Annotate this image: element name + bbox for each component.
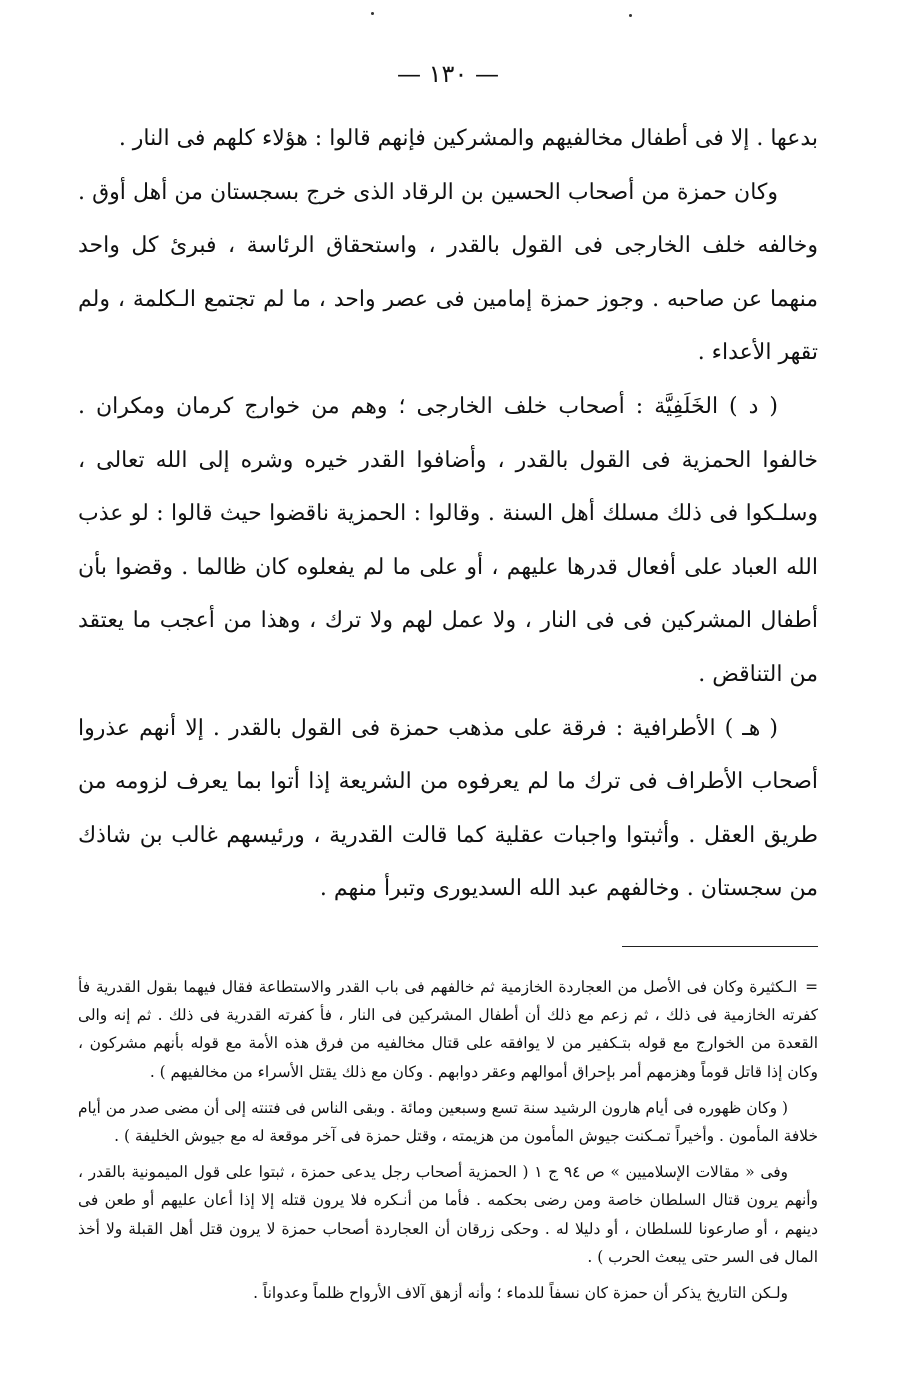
page-number: — ١٣٠ —	[397, 60, 499, 88]
continuation-marker: =	[805, 977, 818, 996]
footnote-text: الـكثيرة وكان فى الأصل من العجاردة الخازمية ثم خالفهم فى باب القدر والاستطاعة فقال فيهما بقول القدرية فأ كفرته الخازمية فى ذلك ، ثم زعم مع ذلك أن أطفال المشركين فى النار ، فأ كفرته القدرية فى ذلك . ثم إنه والى القعدة من الخوارج مع قوله بتـكفير من لا يوافقه على قتال مخالفيه من فرق هذه الأمة مع قوله بأنهم مشركون ، وكان إذا قاتل قوماً وهزمهم أمر بإحراق أموالهم وعقر دوابهم . وكان مع ذلك يقتل الأسراء من مخالفيهم ) .	[78, 977, 818, 1081]
page-mark-dot	[371, 12, 374, 15]
footnote: وفى « مقالات الإسلاميين » ص ٩٤ ج ١ ( الحمزية أصحاب رجل يدعى حمزة ، ثبتوا على قول الميمونية بالقدر ، وأنهم يرون قتال السلطان خاصة ومن رضى بحكمه . فأما من أنـكره فلا يرون قتله إلا إذا أعان عليهم أو طعن فى دينهم ، أو صارعونا للسلطان ، أو دليلا له . وحكى زرقان أن العجاردة أصحاب حمزة لا يرون قتل أهل القبلة ولا أخذ المال فى السر حتى يبعث الحرب ) .	[78, 1163, 818, 1266]
paragraph: ( د ) الخَلَفِيَّة : أصحاب خلف الخارجى ؛ وهم من خوارج كرمان ومكران . خالفوا الحمزية فى القول بالقدر ، وأضافوا القدر خيره وشره إلى الله تعالى ، وسلـكوا فى ذلك مسلك أهل السنة . وقالوا : الحمزية ناقضوا حيث قالوا : لو عذب الله العباد على أفعال قدرها عليهم ، أو على ما لم يفعلوه كان ظالما . وقضوا بأن أطفال المشركين فى فى النار ، ولا عمل لهم ولا ترك ، وهذا من أعجب ما يعتقد من التناقض .	[78, 393, 818, 687]
footnote: ( وكان ظهوره فى أيام هارون الرشيد سنة تسع وسبعين ومائة . وبقى الناس فى فتنته إلى أن مضى صدر من أيام خلافة المأمون . وأخيراً تمـكنت جيوش المأمون من هزيمته ، وقتل حمزة فى آخر موقعة له مع جيوش الخليفة ) .	[78, 1098, 818, 1145]
footnotes	[78, 973, 818, 1307]
footnote	[78, 973, 818, 1086]
main-text	[78, 112, 818, 916]
footnote: ولـكن التاريخ يذكر أن حمزة كان نسفاً للدماء ؛ وأنه أزهق آلاف الأرواح ظلماً وعدواناً .	[253, 1283, 788, 1302]
book-page	[78, 60, 818, 1315]
paragraph: ( هـ ) الأطرافية : فرقة على مذهب حمزة فى القول بالقدر . إلا أنهم عذروا أصحاب الأطراف فى ترك ما لم يعرفوه من الشريعة إذا أتوا بما يعرف لزومه من طريق العقل . وأثبتوا واجبات عقلية كما قالت القدرية ، ورئيسهم غالب بن شاذك من سجستان . وخالفهم عبد الله السديورى وتبرأ منهم .	[78, 715, 818, 902]
page-mark-dot	[629, 14, 632, 17]
footnote-separator	[622, 946, 818, 947]
paragraph: وكان حمزة من أصحاب الحسين بن الرقاد الذى خرج بسجستان من أهل أوق . وخالفه خلف الخارجى فى القول بالقدر ، واستحقاق الرئاسة ، فبرئ كل واحد منهما عن صاحبه . وجوز حمزة إمامين فى عصر واحد ، ما لم تجتمع الـكلمة ، ولم تقهر الأعداء .	[78, 179, 818, 366]
footnote-separator-wrap	[78, 946, 818, 947]
paragraph: بدعها . إلا فى أطفال مخالفيهم والمشركين فإنهم قالوا : هؤلاء كلهم فى النار .	[118, 126, 818, 151]
